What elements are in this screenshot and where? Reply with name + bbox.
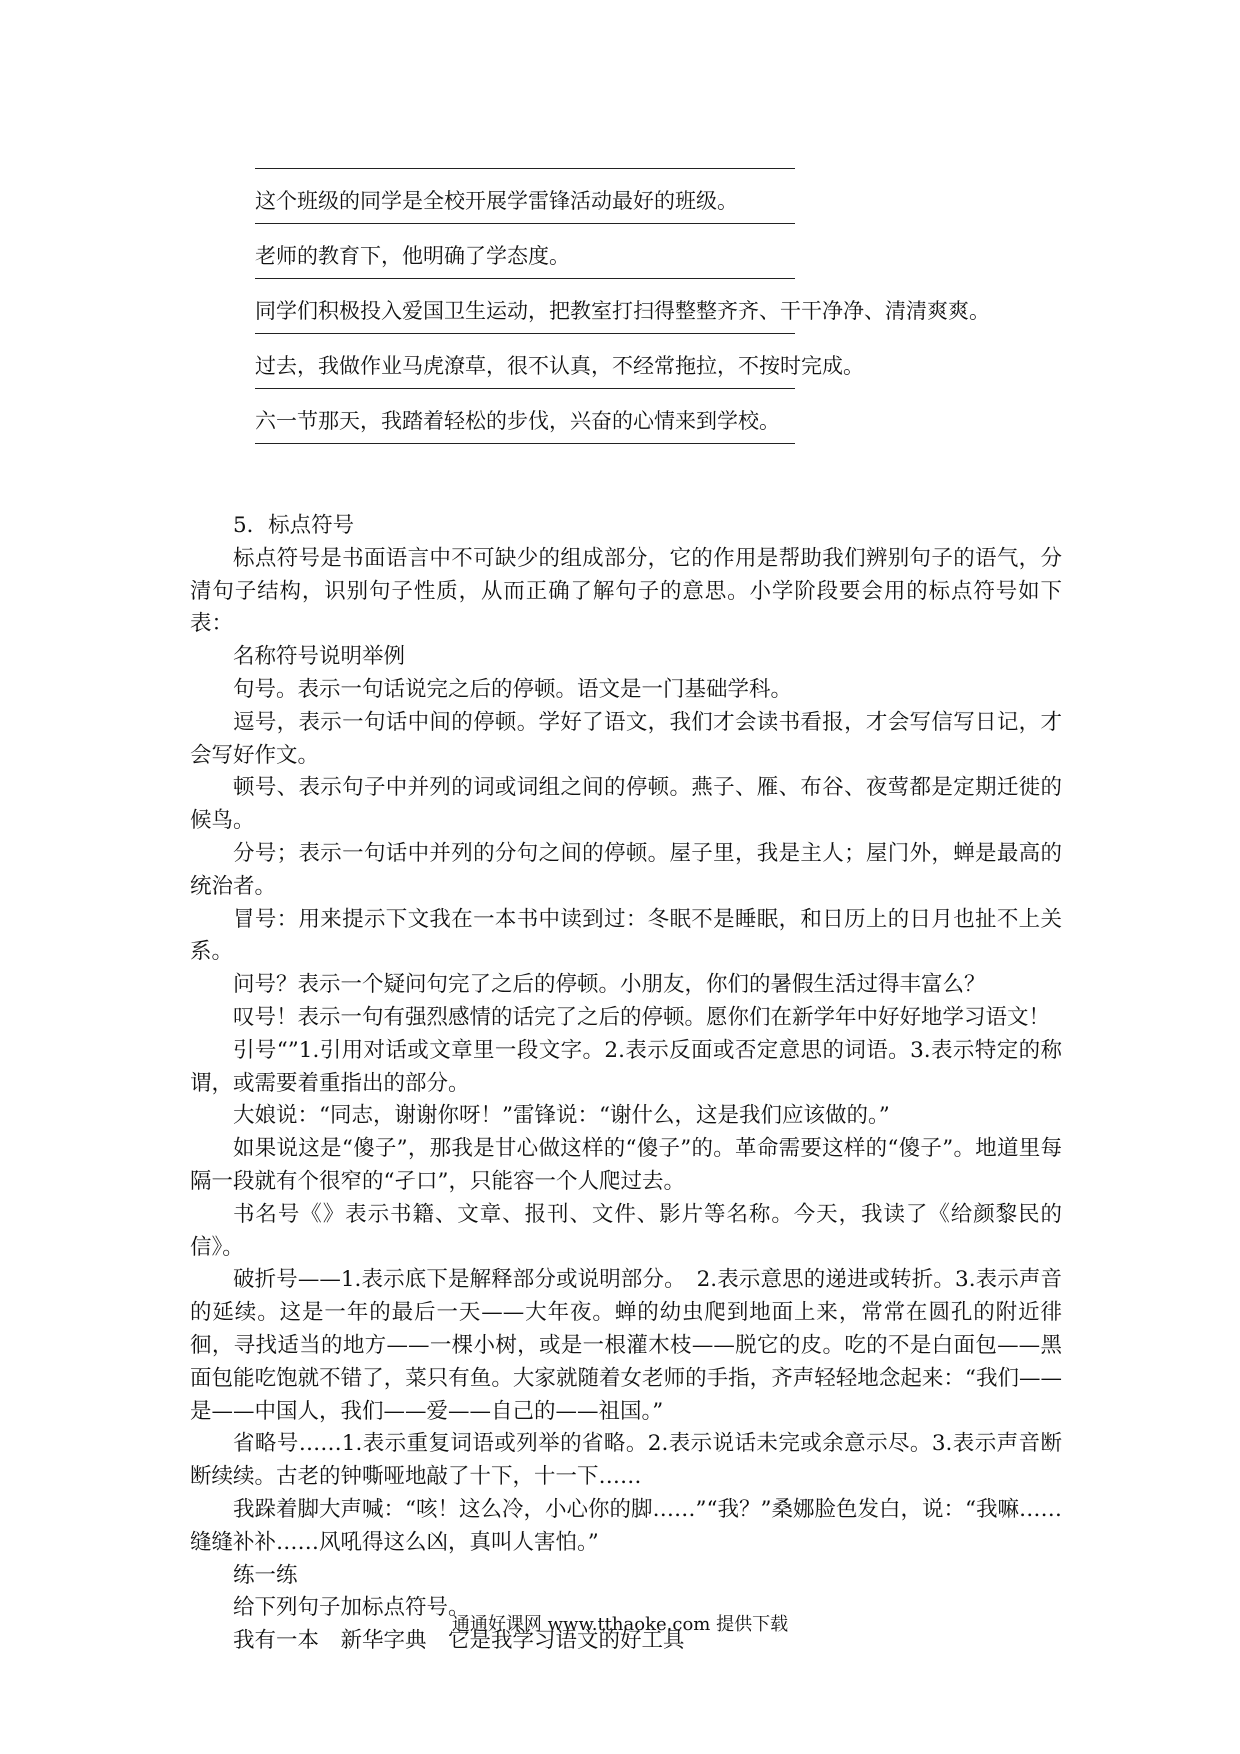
punctuation-item: 书名号《》表示书籍、文章、报刊、文件、影片等名称。今天，我读了《给颜黎民的信》。 (190, 1201, 1062, 1260)
page-footer: 通通好课网 www.tthaoke.com 提供下载 (451, 1614, 789, 1635)
practice-instruction: 给下列句子加标点符号。 (233, 1595, 470, 1621)
table-header: 名称符号说明举例 (233, 644, 406, 670)
section-intro: 标点符号是书面语言中不可缺少的组成部分，它的作用是帮助我们辨别句子的语气，分清句子结构，识别句子性质，从而正确了解句子的意思。小学阶段要会用的标点符号如下表： (190, 545, 1062, 637)
exercise-sentence: 老师的教育下，他明确了学态度。 (255, 244, 570, 268)
punctuation-item: 冒号：用来提示下文我在一本书中读到过：冬眠不是睡眠，和日历上的日月也扯不上关系。 (190, 906, 1062, 965)
exercise-sentence: 同学们积极投入爱国卫生运动，把教室打扫得整整齐齐、干干净净、清清爽爽。 (255, 299, 990, 323)
punctuation-item: 破折号——1.表示底下是解释部分或说明部分。 2.表示意思的递进或转折。3.表示声音的延续。这是一年的最后一天——大年夜。蝉的幼虫爬到地面上来，常常在圆孔的附近徘徊，寻找适当的地方——一棵小树，或是一根灌木枝——脱它的皮。吃的不是白面包——黑面包能吃饱就不错了，菜只有鱼。大家就随着女老师的手指，齐声轻轻地念起来：“我们——是——中国人，我们——爱——自己的——祖国。” (190, 1267, 1062, 1424)
practice-title: 练一练 (233, 1562, 298, 1588)
punctuation-item: 问号？表示一个疑问句完了之后的停顿。小朋友，你们的暑假生活过得丰富么？ (233, 972, 986, 998)
punctuation-item: 句号。表示一句话说完之后的停顿。语文是一门基础学科。 (233, 676, 793, 702)
punctuation-item: 叹号！表示一句有强烈感情的话完了之后的停顿。愿你们在新学年中好好地学习语文！ (233, 1004, 1051, 1030)
punctuation-item: 逗号，表示一句话中间的停顿。学好了语文，我们才会读书看报，才会写信写日记，才会写好作文。 (190, 709, 1062, 768)
punctuation-item: 大娘说：“同志，谢谢你呀！”雷锋说：“谢什么，这是我们应该做的。” (233, 1103, 890, 1129)
exercise-sentence: 过去，我做作业马虎潦草，很不认真，不经常拖拉，不按时完成。 (255, 354, 864, 378)
answer-line (255, 443, 795, 444)
exercise-sentence: 六一节那天，我踏着轻松的步伐，兴奋的心情来到学校。 (255, 409, 780, 433)
section-heading: 5．标点符号 (233, 513, 355, 538)
practice-sentence: 我有一本 新华字典 它是我学习语文的好工具 (233, 1628, 685, 1654)
punctuation-item: 省略号……1.表示重复词语或列举的省略。2.表示说话未完或余意示尽。3.表示声音断断续续。古老的钟嘶哑地敲了十下，十一下…… (190, 1431, 1062, 1490)
punctuation-item: 我跺着脚大声喊：“咳！这么冷，小心你的脚……”“我？”桑娜脸色发白，说：“我嘛……缝缝补补……风吼得这么凶，真叫人害怕。” (190, 1496, 1062, 1555)
punctuation-item: 如果说这是“傻子”，那我是甘心做这样的“傻子”的。革命需要这样的“傻子”。地道里每隔一段就有个很窄的“孑口”，只能容一个人爬过去。 (190, 1136, 1062, 1194)
punctuation-item: 分号；表示一句话中并列的分句之间的停顿。屋子里，我是主人；屋门外，蝉是最高的统治者。 (190, 840, 1062, 899)
exercise-sentence: 这个班级的同学是全校开展学雷锋活动最好的班级。 (255, 189, 738, 213)
sentence-correction-exercise (255, 168, 990, 444)
punctuation-item: 顿号、表示句子中并列的词或词组之间的停顿。燕子、雁、布谷、夜莺都是定期迁徙的候鸟。 (190, 775, 1062, 834)
punctuation-section (190, 510, 1062, 1658)
punctuation-item: 引号“”1.引用对话或文章里一段文字。2.表示反面或否定意思的词语。3.表示特定的称谓，或需要着重指出的部分。 (190, 1037, 1062, 1096)
